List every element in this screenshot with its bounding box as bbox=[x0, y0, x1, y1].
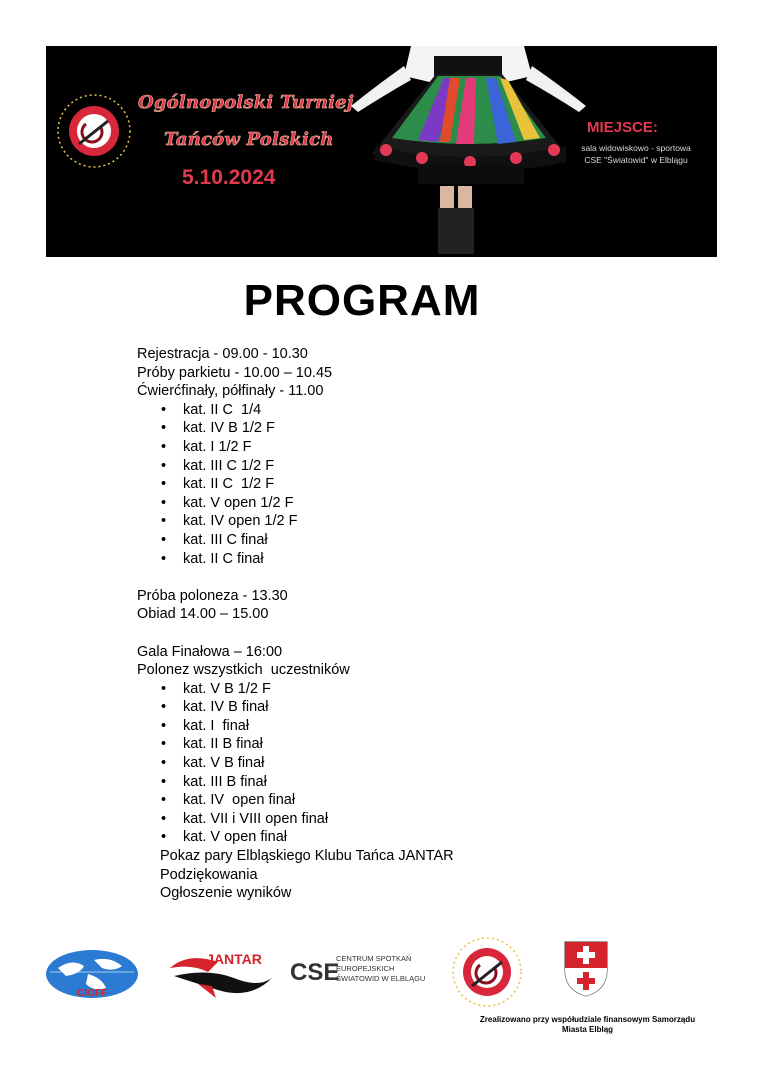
bullet-icon: • bbox=[161, 476, 167, 493]
korale-logo bbox=[448, 934, 526, 1010]
list-item: • kat. II C 1/2 F bbox=[161, 476, 275, 493]
program-list bbox=[137, 345, 454, 903]
program-line: Obiad 14.00 – 15.00 bbox=[137, 606, 269, 623]
folk-dancer-image bbox=[351, 46, 586, 254]
cse-mark: CSE bbox=[290, 959, 340, 986]
list-item: • kat. VII i VIII open finał bbox=[161, 810, 329, 827]
list-item: • kat. V open 1/2 F bbox=[161, 494, 294, 511]
bursztynowe-korale-logo bbox=[58, 95, 130, 167]
list-item: • kat. I 1/2 F bbox=[161, 438, 252, 455]
cse-line2: EUROPEJSKICH bbox=[336, 964, 395, 973]
morning-category-list bbox=[137, 401, 454, 568]
bullet-icon: • bbox=[161, 457, 167, 474]
list-item: • kat. IV open finał bbox=[161, 792, 296, 809]
program-line: Rejestracja - 09.00 - 10.30 bbox=[137, 346, 308, 362]
program-line: Pokaz pary Elbląskiego Klubu Tańca JANTAR bbox=[160, 848, 454, 865]
bullet-icon: • bbox=[161, 717, 167, 734]
spacer bbox=[137, 624, 454, 643]
bullet-icon: • bbox=[161, 755, 167, 772]
bullet-icon: • bbox=[161, 494, 167, 511]
list-item: • kat. IV B 1/2 F bbox=[161, 420, 275, 437]
bullet-icon: • bbox=[161, 699, 167, 716]
elblag-coat-of-arms-icon bbox=[563, 940, 609, 998]
bullet-icon: • bbox=[161, 773, 167, 790]
list-item: • kat. IV B finał bbox=[161, 699, 269, 716]
list-item: • kat. V B 1/2 F bbox=[161, 680, 271, 697]
bullet-icon: • bbox=[161, 792, 167, 809]
program-line: Podziękowania bbox=[160, 866, 258, 883]
bullet-icon: • bbox=[161, 829, 167, 846]
bullet-icon: • bbox=[161, 420, 167, 437]
page-title: PROGRAM bbox=[243, 276, 481, 325]
banner-place-line1: sala widowiskowo - sportowa bbox=[581, 143, 691, 153]
cse-line3: ŚWIATOWID W ELBLĄGU bbox=[336, 974, 426, 983]
list-item: • kat. II B finał bbox=[161, 736, 263, 753]
program-line: Gala Finałowa – 16:00 bbox=[137, 643, 283, 660]
program-line: Próba poloneza - 13.30 bbox=[137, 587, 288, 604]
gala-category-list bbox=[137, 680, 454, 847]
banner-title-line1: Ogólnopolski Turniej bbox=[138, 92, 354, 113]
program-line: Próby parkietu - 10.00 – 10.45 bbox=[137, 364, 333, 381]
banner-place-heading: MIEJSCE: bbox=[587, 119, 658, 136]
list-item: • kat. III C finał bbox=[161, 531, 268, 548]
bullet-icon: • bbox=[161, 680, 167, 697]
bullet-icon: • bbox=[161, 401, 167, 418]
bullet-icon: • bbox=[161, 438, 167, 455]
spacer bbox=[137, 568, 454, 587]
bullet-icon: • bbox=[161, 531, 167, 548]
cioff-logo bbox=[44, 948, 140, 1004]
funding-note-line1: Zrealizowano przy współudziale finansowym Samorządu bbox=[479, 1015, 696, 1024]
list-item: • kat. II C finał bbox=[161, 550, 264, 567]
banner-place-line2: CSE "Światowid" w Elblągu bbox=[584, 155, 688, 165]
program-line: Ćwierćfinały, półfinały - 11.00 bbox=[137, 383, 324, 400]
funding-note bbox=[450, 1015, 725, 1035]
cse-logo bbox=[290, 950, 440, 990]
list-item: • kat. V B finał bbox=[161, 755, 265, 772]
bullet-icon: • bbox=[161, 513, 167, 530]
bullet-icon: • bbox=[161, 810, 167, 827]
bullet-icon: • bbox=[161, 550, 167, 567]
header-banner bbox=[46, 46, 717, 257]
list-item: • kat. II C 1/4 bbox=[161, 401, 262, 418]
bullet-icon: • bbox=[161, 736, 167, 753]
list-item: • kat. V open finał bbox=[161, 829, 287, 846]
list-item: • kat. III C 1/2 F bbox=[161, 457, 275, 474]
list-item: • kat. IV open 1/2 F bbox=[161, 513, 298, 530]
cse-line1: CENTRUM SPOTKAŃ bbox=[336, 954, 412, 963]
list-item: • kat. III B finał bbox=[161, 773, 267, 790]
program-line: Ogłoszenie wyników bbox=[160, 885, 292, 902]
jantar-text: JANTAR bbox=[206, 951, 262, 967]
banner-date: 5.10.2024 bbox=[182, 166, 276, 189]
cioff-text: CIOFF bbox=[77, 988, 107, 999]
funding-note-line2: Miasta Elbląg bbox=[561, 1025, 614, 1034]
program-line: Polonez wszystkich uczestników bbox=[137, 662, 350, 679]
jantar-logo bbox=[168, 948, 274, 1002]
list-item: • kat. I finał bbox=[161, 717, 250, 734]
banner-title-line2: Tańców Polskich bbox=[164, 129, 334, 150]
